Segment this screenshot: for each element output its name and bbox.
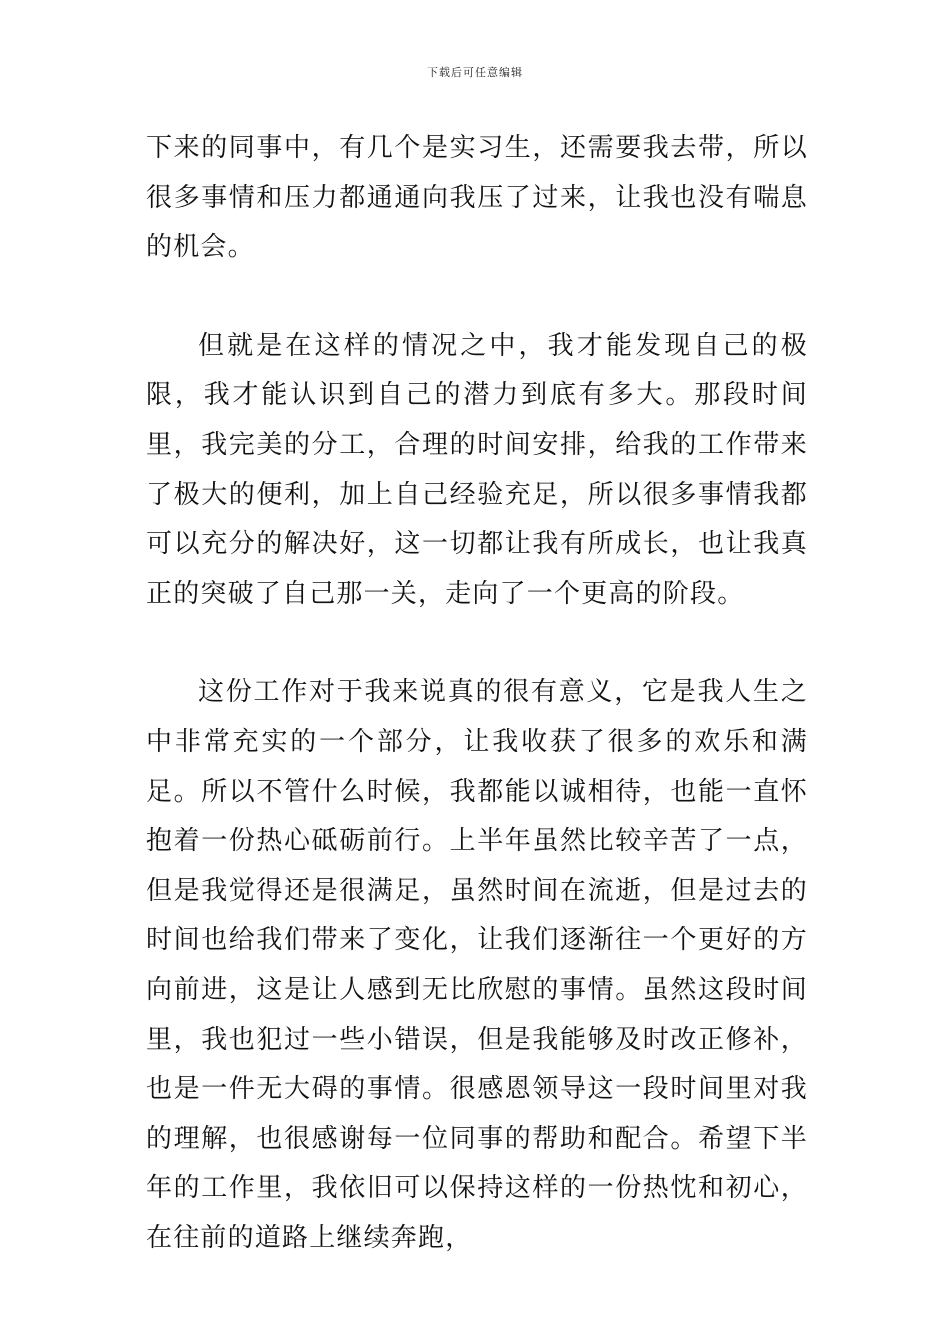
paragraph-continuation: 下来的同事中，有几个是实习生，还需要我去带，所以很多事情和压力都通通向我压了过来，让我也没有喘息的机会。 [146,133,808,263]
document-body [146,124,808,1263]
paragraph: 这份工作对于我来说真的很有意义，它是我人生之中非常充实的一个部分，让我收获了很多的欢乐和满足。所以不管什么时候，我都能以诚相待，也能一直怀抱着一份热心砥砺前行。上半年虽然比较辛苦了一点，但是我觉得还是很满足，虽然时间在流逝，但是过去的时间也给我们带来了变化，让我们逐渐往一个更好的方向前进，这是让人感到无比欣慰的事情。虽然这段时间里，我也犯过一些小错误，但是我能够及时改正修补，也是一件无大碍的事情。很感恩领导这一段时间里对我的理解，也很感谢每一位同事的帮助和配合。希望下半年的工作里，我依旧可以保持这样的一份热忱和初心，在往前的道路上继续奔跑， [146,677,808,1253]
paragraph: 但就是在这样的情况之中，我才能发现自己的极限，我才能认识到自己的潜力到底有多大。那段时间里，我完美的分工，合理的时间安排，给我的工作带来了极大的便利，加上自己经验充足，所以很多事情我都可以充分的解决好，这一切都让我有所成长，也让我真正的突破了自己那一关，走向了一个更高的阶段。 [146,330,808,609]
page-header: 下载后可任意编辑 [427,66,523,79]
